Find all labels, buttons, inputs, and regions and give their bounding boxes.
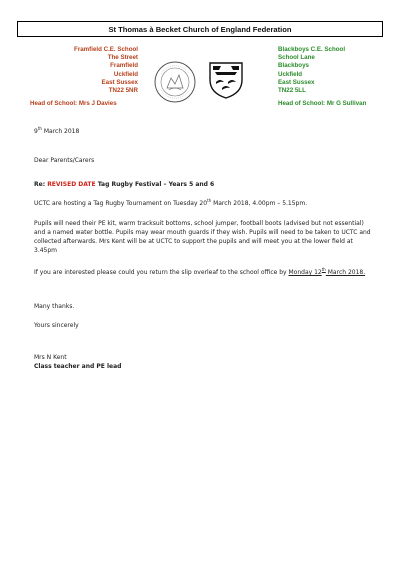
address-line: Framfield — [110, 62, 138, 70]
address-line: The Street — [107, 54, 138, 62]
letter-subject: Re: REVISED DATE Tag Rugby Festival – Years 5 and 6 — [34, 181, 215, 188]
blackboys-address — [278, 46, 345, 95]
paragraph-return-slip: If you are interested please could you return the slip overleaf to the school office by Monday 12th March 2018. — [34, 267, 366, 276]
address-line: East Sussex — [101, 78, 138, 86]
letter-closing: Yours sincerely — [34, 322, 79, 329]
address-line: Framfield C.E. School — [74, 46, 138, 53]
paragraph-kit-requirements: Pupils will need their PE kit, warm tracksuit bottoms, school jumper, football boots (advised but not essential) and a named water bottle. Pupils may wear mouth guards if they wish. Pupils will need to be taken to UCTC and collected afterwards. Mrs Kent will be at UCTC to support the pupils and will meet you at the lower field at 3.45pm — [34, 220, 371, 254]
address-line: Blackboys — [278, 62, 309, 70]
address-line: Uckfield — [113, 70, 138, 78]
paragraph-event-details: UCTC are hosting a Tag Rugby Tournament on Tuesday 20th March 2018, 4.00pm – 5.15pm. — [34, 198, 308, 207]
framfield-crest-logo — [153, 60, 197, 104]
address-line: East Sussex — [278, 78, 315, 86]
blackboys-shield-logo — [207, 60, 245, 100]
address-line: TN22 5LL — [278, 87, 306, 95]
signatory-role: Class teacher and PE lead — [34, 363, 122, 370]
letter-date: 9th March 2018 — [34, 126, 80, 135]
blackboys-head-of-school: Head of School: Mr G Sullivan — [278, 100, 367, 107]
address-line: TN22 5NR — [108, 87, 138, 95]
address-line: School Lane — [278, 54, 315, 62]
framfield-head-of-school: Head of School: Mrs J Davies — [30, 100, 117, 107]
signatory-name: Mrs N Kent — [34, 354, 67, 361]
letter-thanks: Many thanks. — [34, 303, 75, 310]
federation-header — [17, 21, 383, 37]
letter-greeting: Dear Parents/Carers — [34, 157, 95, 164]
address-line: Uckfield — [278, 70, 303, 78]
federation-title: St Thomas à Becket Church of England Federation — [108, 24, 292, 34]
revised-date-label: REVISED DATE — [47, 181, 96, 188]
address-line: Blackboys C.E. School — [278, 46, 346, 53]
framfield-address — [74, 46, 138, 95]
